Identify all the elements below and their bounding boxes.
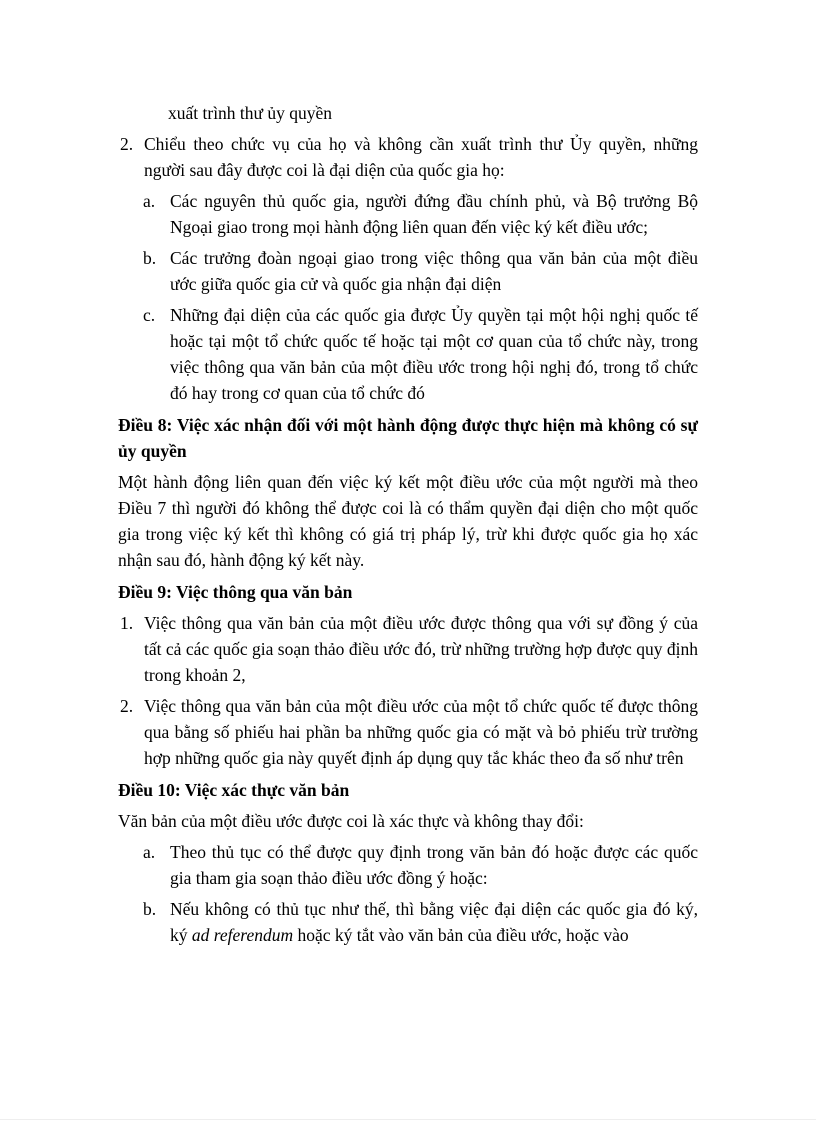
article7-subitem-a <box>118 188 698 240</box>
article10-item-b <box>118 896 698 948</box>
article10-heading: Điều 10: Việc xác thực văn bản <box>118 780 350 800</box>
page-bottom-edge <box>0 1119 816 1120</box>
article8-body: Một hành động liên quan đến việc ký kết một điều ước của một người mà theo Điều 7 thì người đó không thể được coi là có thẩm quyền đại diện cho một quốc gia trong việc ký kết thì không có giá trị pháp lý, trừ khi được quốc gia họ xác nhận sau đó, hành động ký kết này. <box>118 472 698 570</box>
article10-item-a <box>118 839 698 891</box>
list-label: a. <box>143 191 156 211</box>
intro-continuation: xuất trình thư ủy quyền <box>168 103 333 123</box>
article9-item-1 <box>118 610 698 688</box>
document-body <box>118 100 698 948</box>
list-label: a. <box>143 842 156 862</box>
list-item-text: Chiểu theo chức vụ của họ và không cần xuất trình thư Ủy quyền, những người sau đây được coi là đại diện của quốc gia họ: <box>144 134 698 180</box>
list-label: c. <box>143 305 156 325</box>
list-label: b. <box>143 899 157 919</box>
list-item-text-part: Nếu không có thủ tục như thế, thì bằng việc đại diện các quốc gia đó ký, ký <box>170 899 698 945</box>
list-item-text: Việc thông qua văn bản của một điều ước của một tổ chức quốc tế được thông qua bằng số phiếu hai phần ba những quốc gia có mặt và bỏ phiếu trừ trường hợp những quốc gia này quyết định áp dụng quy tắc khác theo đa số như trên <box>144 696 698 768</box>
article9-heading: Điều 9: Việc thông qua văn bản <box>118 582 353 602</box>
list-item-text: Các trưởng đoàn ngoại giao trong việc thông qua văn bản của một điều ước giữa quốc gia cử và quốc gia nhận đại diện <box>170 248 698 294</box>
article7-subitem-c <box>118 302 698 406</box>
list-item-text: Các nguyên thủ quốc gia, người đứng đầu chính phủ, và Bộ trưởng Bộ Ngoại giao trong mọi hành động liên quan đến việc ký kết điều ước; <box>170 191 698 237</box>
article9-item-2 <box>118 693 698 771</box>
article10-intro: Văn bản của một điều ước được coi là xác thực và không thay đổi: <box>118 811 584 831</box>
list-item-text-part: hoặc ký tắt vào văn bản của điều ước, hoặc vào <box>293 925 629 945</box>
list-item-text: Theo thủ tục có thể được quy định trong văn bản đó hoặc được các quốc gia tham gia soạn thảo điều ước đồng ý hoặc: <box>170 842 698 888</box>
list-label: b. <box>143 248 157 268</box>
article7-subitem-b <box>118 245 698 297</box>
list-item-text: Những đại diện của các quốc gia được Ủy quyền tại một hội nghị quốc tế hoặc tại một tổ chức quốc tế hoặc tại một cơ quan của tổ chức này, trong việc thông qua văn bản của một điều ước trong hội nghị đó, trong tổ chức đó hay trong cơ quan của tổ chức đó <box>170 305 698 403</box>
latin-term: ad referendum <box>191 925 294 945</box>
list-number: 1. <box>120 613 134 633</box>
article7-item-2 <box>118 131 698 183</box>
list-number: 2. <box>120 134 134 154</box>
list-number: 2. <box>120 696 134 716</box>
article8-heading: Điều 8: Việc xác nhận đối với một hành động được thực hiện mà không có sự ủy quyền <box>118 415 698 461</box>
list-item-text: Việc thông qua văn bản của một điều ước được thông qua với sự đồng ý của tất cả các quốc gia soạn thảo điều ước đó, trừ những trường hợp được quy định trong khoản 2, <box>144 613 698 685</box>
